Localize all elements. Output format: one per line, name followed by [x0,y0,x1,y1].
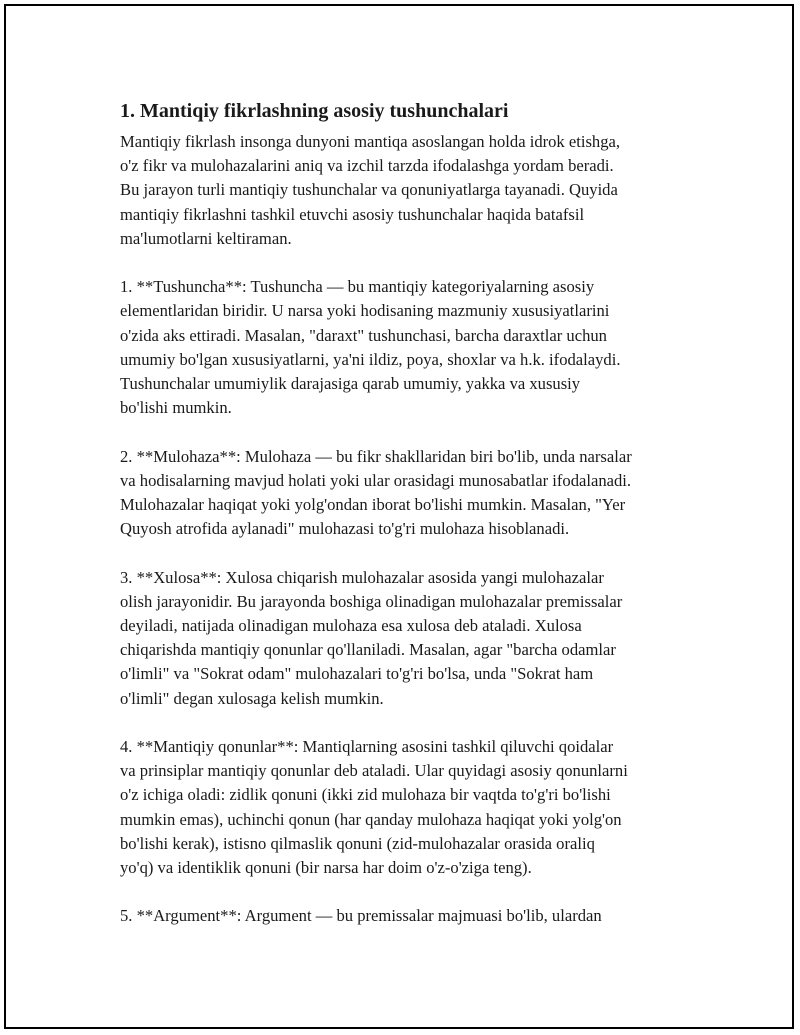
text-line: o'z fikr va mulohazalarini aniq va izchil tarzda ifodalashga yordam beradi. [120,156,614,176]
text-line: elementlaridan biridir. U narsa yoki hodisaning mazmuniy xususiyatlarini [120,301,610,321]
text-line: deyiladi, natijada olinadigan mulohaza esa xulosa deb ataladi. Xulosa [120,616,582,636]
text-line: Tushunchalar umumiylik darajasiga qarab umumiy, yakka va xususiy [120,374,581,394]
paragraph-tushuncha [120,275,700,420]
text-line: 1. **Tushuncha**: Tushuncha — bu mantiqiy kategoriyalarning asosiy [120,277,595,297]
document-title: 1. Mantiqiy fikrlashning asosiy tushunchalari [120,100,509,122]
document-page [4,4,794,1029]
text-line: yo'q) va identiklik qonuni (bir narsa har doim o'z-o'ziga teng). [120,858,532,878]
text-line: 5. **Argument**: Argument — bu premissalar majmuasi bo'lib, ulardan [120,906,602,926]
text-line: ma'lumotlarni keltiraman. [120,228,292,248]
paragraph-argument [120,904,700,928]
text-line: mumkin emas), uchinchi qonun (har qanday mulohaza haqiqat yoki yolg'on [120,809,622,829]
text-line: o'zida aks ettiradi. Masalan, "daraxt" tushunchasi, barcha daraxtlar uchun [120,325,607,345]
paragraph-intro [120,130,700,251]
text-line: o'limli" degan xulosaga kelish mumkin. [120,688,384,708]
paragraph-mantiqiy-qonunlar [120,735,700,880]
text-line: mantiqiy fikrlashni tashkil etuvchi asosiy tushunchalar haqida batafsil [120,204,585,224]
text-line: o'z ichiga oladi: zidlik qonuni (ikki zid mulohaza bir vaqtda to'g'ri bo'lishi [120,785,611,805]
text-line: va prinsiplar mantiqiy qonunlar deb ataladi. Ular quyidagi asosiy qonunlarni [120,761,628,781]
text-line: 3. **Xulosa**: Xulosa chiqarish mulohazalar asosida yangi mulohazalar [120,567,604,587]
text-line: umumiy bo'lgan xususiyatlarni, ya'ni ildiz, poya, shoxlar va h.k. ifodalaydi. [120,349,621,369]
text-line: bo'lishi mumkin. [120,398,232,418]
text-line: va hodisalarning mavjud holati yoki ular orasidagi munosabatlar ifodalanadi. [120,470,632,490]
text-line: olish jarayonidir. Bu jarayonda boshiga olinadigan mulohazalar premissalar [120,591,623,611]
text-line: 4. **Mantiqiy qonunlar**: Mantiqlarning asosini tashkil qiluvchi qoidalar [120,737,614,757]
text-line: Mulohazalar haqiqat yoki yolg'ondan iborat bo'lishi mumkin. Masalan, "Yer [120,495,626,515]
text-line: 2. **Mulohaza**: Mulohaza — bu fikr shakllaridan biri bo'lib, unda narsalar [120,446,632,466]
text-line: Mantiqiy fikrlash insonga dunyoni mantiqa asoslangan holda idrok etishga, [120,132,621,151]
paragraph-mulohaza [120,445,700,542]
paragraph-xulosa [120,566,700,711]
text-line: chiqarishda mantiqiy qonunlar qo'llaniladi. Masalan, agar "barcha odamlar [120,640,616,660]
text-line: Quyosh atrofida aylanadi" mulohazasi to'g'ri mulohaza hisoblanadi. [120,519,570,539]
text-line: bo'lishi kerak), istisno qilmaslik qonuni (zid-mulohazalar orasida oraliq [120,833,595,853]
document-body [120,98,700,953]
text-line: o'limli" va "Sokrat odam" mulohazalari to'g'ri bo'lsa, unda "Sokrat ham [120,664,594,684]
text-line: Bu jarayon turli mantiqiy tushunchalar va qonuniyatlarga tayanadi. Quyida [120,180,618,200]
